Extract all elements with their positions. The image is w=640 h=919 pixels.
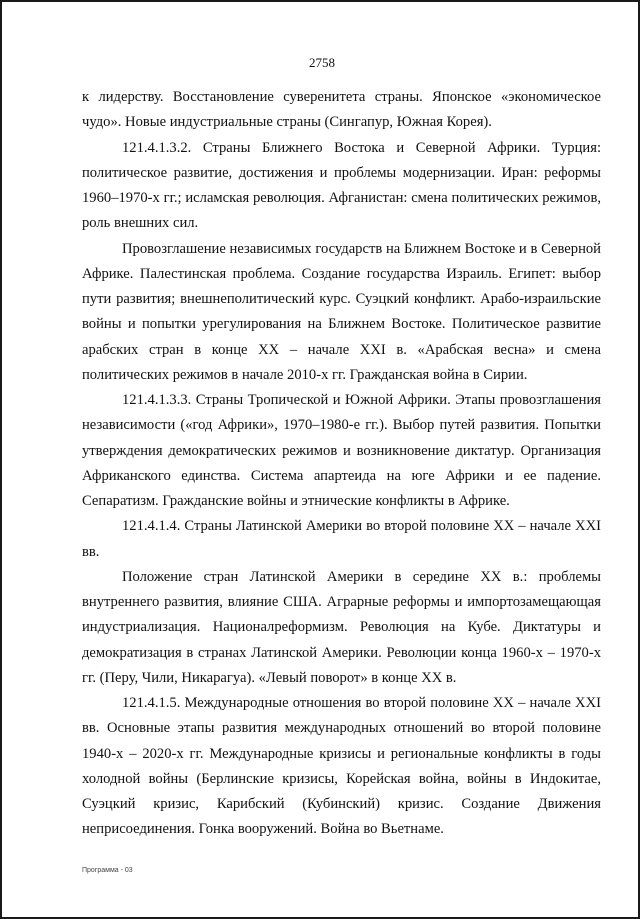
- paragraph-latin-america-heading: 121.4.1.4. Страны Латинской Америки во второй половине XX – начале XXI вв.: [82, 518, 601, 560]
- paragraph-tropical-south-africa: 121.4.1.3.3. Страны Тропической и Южной Африки. Этапы провозглашения независимости («год Африки», 1970–1980-е гг.). Выбор путей развития. Попытки утверждения демократических режимов и возникновение диктатур. Организация Африканского единства. Система апартеида на юге Африки и ее падение. Сепаратизм. Гражданские войны и этнические конфликты в Африке.: [82, 392, 601, 509]
- paragraph-independence-middle-east: Провозглашение независимых государств на Ближнем Востоке и в Северной Африке. Палестинская проблема. Создание государства Израиль. Египет: выбор пути развития; внешнеполитический курс. Суэцкий конфликт. Арабо-израильские войны и попытки урегулирования на Ближнем Востоке. Политическое развитие арабских стран в конце XX – начале XXI в. «Арабская весна» и смена политических режимов в начале 2010-х гг. Гражданская война в Сирии.: [82, 240, 601, 383]
- paragraph-middle-east-north-africa: 121.4.1.3.2. Страны Ближнего Востока и Северной Африки. Турция: политическое развитие, достижения и проблемы модернизации. Иран: реформы 1960–1970-х гг.; исламская революция. Афганистан: смена политических режимов, роль внешних сил.: [82, 139, 601, 232]
- paragraph-continuation: к лидерству. Восстановление суверенитета страны. Японское «экономическое чудо». Новые индустриальные страны (Сингапур, Южная Корея).: [82, 89, 601, 131]
- paragraph-international-relations: 121.4.1.5. Международные отношения во второй половине XX – начале XXI вв. Основные этапы развития международных отношений во второй половине 1940-х – 2020-х гг. Международные кризисы и региональные конфликты в годы холодной войны (Берлинские кризисы, Корейская война, войны в Индокитае, Суэцкий кризис, Карибский (Кубинский) кризис. Создание Движения неприсоединения. Гонка вооружений. Война во Вьетнаме.: [82, 695, 601, 838]
- body-text: [82, 85, 601, 843]
- page-number: 2758: [309, 55, 335, 70]
- paragraph-latin-america: Положение стран Латинской Америки в середине XX в.: проблемы внутреннего развития, влияние США. Аграрные реформы и импортозамещающая индустриализация. Националреформизм. Революция на Кубе. Диктатуры и демократизация в странах Латинской Америки. Революции конца 1960-х – 1970-х гг. (Перу, Чили, Никарагуа). «Левый поворот» в конце XX в.: [82, 568, 601, 686]
- footer-note: Программа - 03: [82, 867, 133, 874]
